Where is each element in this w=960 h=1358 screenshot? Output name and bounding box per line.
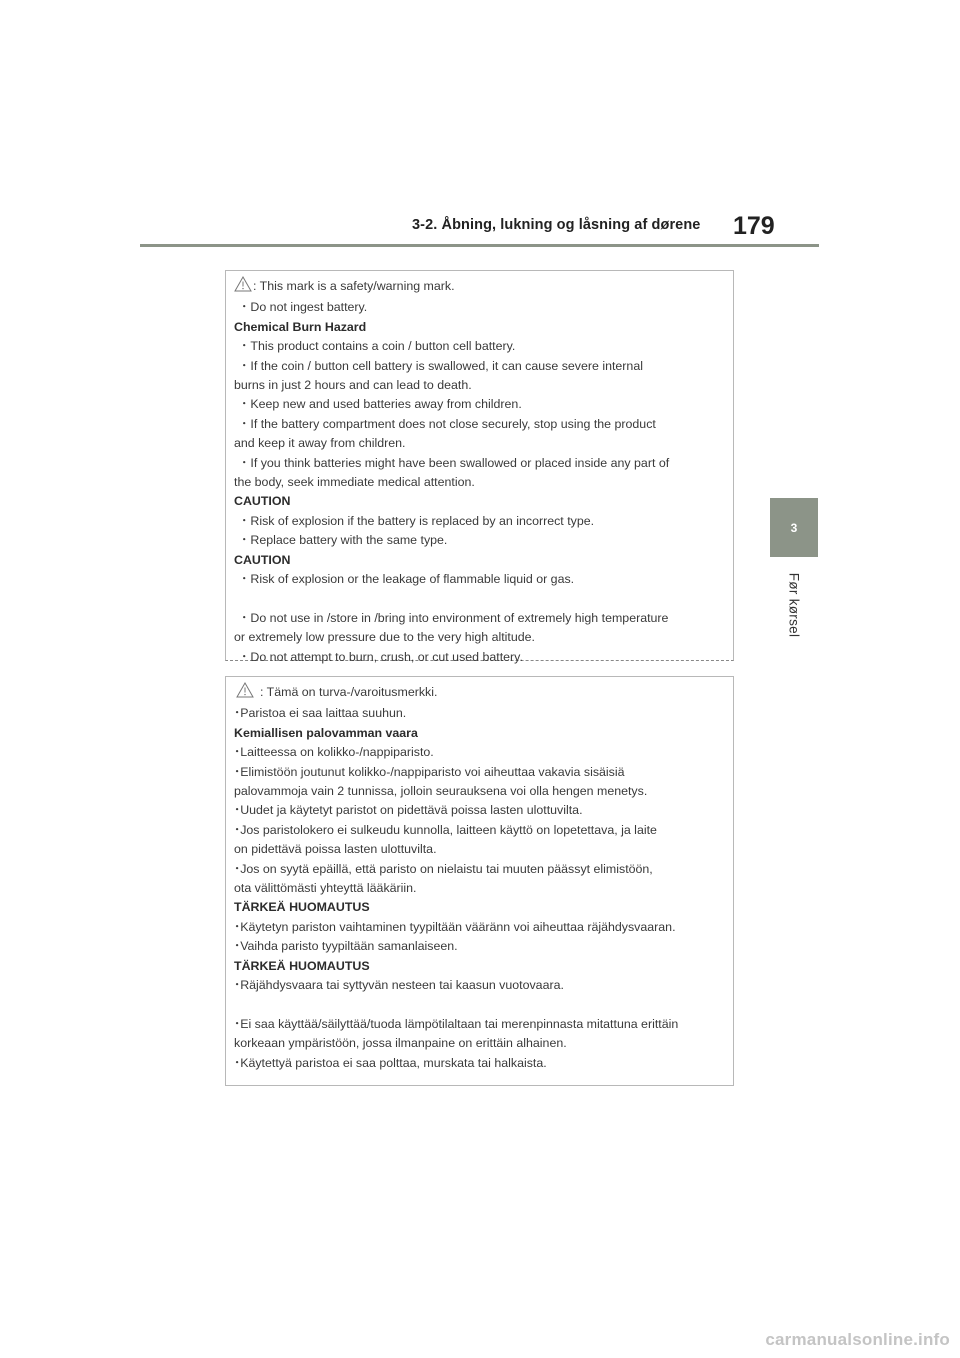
panel-line: ・Replace battery with the same type. xyxy=(238,533,448,548)
safety-panel-english xyxy=(225,270,734,664)
section-title: 3-2. Åbning, lukning og låsning af dørene xyxy=(412,217,701,233)
panel-blank-line xyxy=(234,996,727,1015)
panel-line: : This mark is a safety/warning mark. xyxy=(234,276,727,298)
panel-line: ・Do not use in /store in /bring into environment of extremely high temperature xyxy=(238,610,669,625)
chapter-tab xyxy=(770,498,818,557)
panel-line: ･Ei saa käyttää/säilyttää/tuoda lämpötilaltaan tai merenpinnasta mitattuna erittäin xyxy=(234,1016,679,1031)
panel-blank-line xyxy=(234,590,727,609)
warning-triangle-icon xyxy=(236,682,254,704)
panel-line: ・If you think batteries might have been swallowed or placed inside any part of xyxy=(238,455,670,470)
watermark: carmanualsonline.info xyxy=(765,1330,950,1349)
panel-line: ・Keep new and used batteries away from children. xyxy=(238,397,522,412)
chapter-number: 3 xyxy=(790,520,798,535)
panel-line: : Tämä on turva-/varoitusmerkki. xyxy=(234,682,727,704)
panel-heading: Kemiallisen palovamman vaara xyxy=(234,725,418,740)
panel-line: the body, seek immediate medical attention. xyxy=(234,475,475,490)
panel-line: and keep it away from children. xyxy=(234,436,406,451)
panel-line: ･Elimistöön joutunut kolikko-/nappiparisto voi aiheuttaa vakavia sisäisiä xyxy=(234,764,625,779)
panel-line: ・This product contains a coin / button cell battery. xyxy=(238,339,516,354)
panel-line: ・Risk of explosion or the leakage of flammable liquid or gas. xyxy=(238,572,575,587)
page-number: 179 xyxy=(733,212,775,240)
panel-line: ･Räjähdysvaara tai syttyvän nesteen tai kaasun vuotovaara. xyxy=(234,978,564,993)
panel-line: ･Käytettyä paristoa ei saa polttaa, murskata tai halkaista. xyxy=(234,1055,547,1070)
panel-line: or extremely low pressure due to the very high altitude. xyxy=(234,630,535,645)
panel-line: ･Jos on syytä epäillä, että paristo on nielaistu tai muuten päässyt elimistöön, xyxy=(234,861,653,876)
panel-line: ・Risk of explosion if the battery is replaced by an incorrect type. xyxy=(238,513,595,528)
panel-line: burns in just 2 hours and can lead to death. xyxy=(234,378,472,393)
panel-line: ota välittömästi yhteyttä lääkäriin. xyxy=(234,881,417,896)
panel-line: ・If the coin / button cell battery is swallowed, it can cause severe internal xyxy=(238,358,643,373)
panel-line: on pidettävä poissa lasten ulottuvilta. xyxy=(234,842,437,857)
panel-line: ･Laitteessa on kolikko-/nappiparisto. xyxy=(234,745,434,760)
panel-line: ･Käytetyn pariston vaihtaminen tyypiltään vääränn voi aiheuttaa räjähdysvaaran. xyxy=(234,919,676,934)
panel-heading: CAUTION xyxy=(234,494,291,509)
chapter-label: Før kørsel xyxy=(786,572,802,638)
panel-line: ･Paristoa ei saa laittaa suuhun. xyxy=(234,706,407,721)
panel-heading: TÄRKEÄ HUOMAUTUS xyxy=(234,900,370,915)
panel-line: ・Do not attempt to burn, crush, or cut used battery. xyxy=(238,649,523,664)
panel-line: ・If the battery compartment does not close securely, stop using the product xyxy=(238,416,656,431)
warning-triangle-icon xyxy=(234,276,252,298)
safety-panel-finnish xyxy=(225,676,734,1086)
panel-line: korkeaan ympäristöön, jossa ilmanpaine on erittäin alhainen. xyxy=(234,1036,567,1051)
panel-line: ・Do not ingest battery. xyxy=(238,300,368,315)
panel-line: palovammoja vain 2 tunnissa, jolloin seurauksena voi olla hengen menetys. xyxy=(234,784,648,799)
panel-line: ･Uudet ja käytetyt paristot on pidettävä poissa lasten ulottuvilta. xyxy=(234,803,583,818)
panel-heading: Chemical Burn Hazard xyxy=(234,319,367,334)
panel-heading: CAUTION xyxy=(234,552,291,567)
header-rule xyxy=(140,244,819,247)
panel-line: ･Jos paristolokero ei sulkeudu kunnolla, laitteen käyttö on lopetettava, ja laite xyxy=(234,822,657,837)
panel-line: ･Vaihda paristo tyypiltään samanlaiseen. xyxy=(234,939,458,954)
panel-heading: TÄRKEÄ HUOMAUTUS xyxy=(234,958,370,973)
